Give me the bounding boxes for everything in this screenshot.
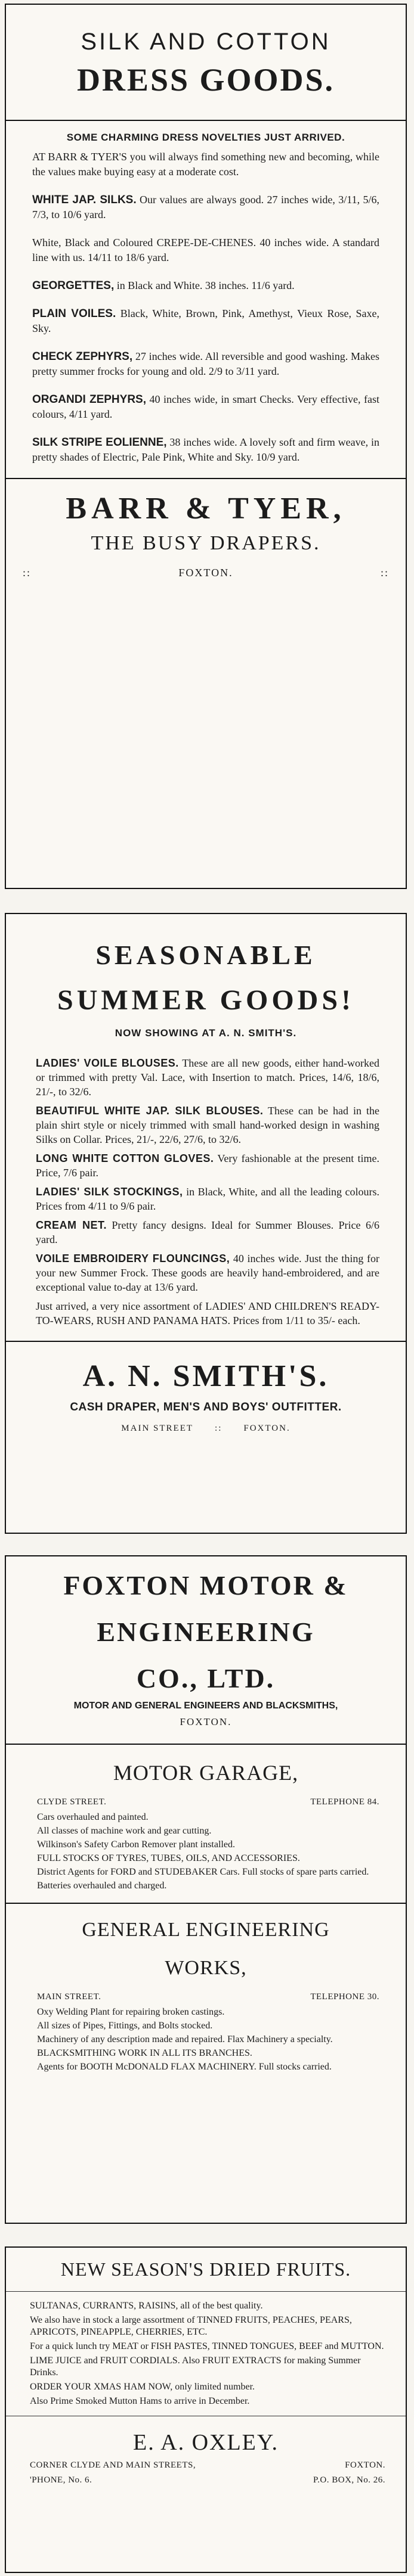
item-text: These are all new goods, either hand-worked or trimmed with pretty Val. Lace, with Insertion to match. Prices, 14/6, 18/6, 21/-, to 32/6. — [36, 1057, 380, 1098]
ad1-town: FOXTON. — [178, 567, 233, 579]
ad1-title-line1: SILK AND COTTON — [81, 29, 331, 55]
item-lead: LADIES' VOILE BLOUSES. — [36, 1057, 179, 1069]
ad2-title-line1: SEASONABLE — [95, 940, 316, 970]
works-title-line1: GENERAL ENGINEERING — [82, 1919, 330, 1941]
item-text: 40 inches wide, in smart Checks. Very effective, fast colours, 4/11 yard. — [32, 393, 379, 420]
item-text: 40 inches wide. Just the thing for your new Summer Frock. These goods are heavily hand-embroidered, and are exceptional value to-day at 13/6 yard. — [36, 1253, 379, 1293]
item-text: Black, White, Brown, Pink, Amethyst, Vieux Rose, Saxe, Sky. — [32, 307, 379, 334]
text-line: For a quick lunch try MEAT or FISH PASTES, TINNED TONGUES, BEEF and MUTTON. — [30, 2341, 384, 2351]
ad2-firm-name: A. N. SMITH'S. — [82, 1359, 329, 1393]
ad1-tagline: THE BUSY DRAPERS. — [91, 532, 321, 554]
garage-phone: TELEPHONE 84. — [310, 1797, 379, 1807]
item-text: Pretty fancy designs. Ideal for Summer Blouses. Price 6/6 yard. — [36, 1219, 379, 1245]
ad4-address-row — [30, 2460, 385, 2471]
divider — [6, 478, 406, 479]
ad1-colon-left: :: — [23, 567, 32, 579]
item-text: in Black, White, and all the leading colours. Prices from 4/11 to 9/6 pair. — [36, 1186, 379, 1212]
ad3-title-line1: FOXTON MOTOR & — [63, 1570, 348, 1601]
ad1-address-row — [23, 567, 389, 579]
text-line: All classes of machine work and gear cutting. — [37, 1826, 212, 1836]
item-lead: VOILE EMBROIDERY FLOUNCINGS, — [36, 1253, 230, 1264]
text-line: All sizes of Pipes, Fittings, and Bolts stocked. — [37, 2021, 213, 2031]
list-item — [32, 192, 379, 222]
garage-street: CLYDE STREET. — [37, 1797, 107, 1807]
foxton-motor-advertisement — [5, 1555, 407, 2224]
item-text: Just arrived, a very nice assortment of LADIES' AND CHILDREN'S READY-TO-WEARS, RUSH AND PANAMA HATS. Prices from 1/11 to 35/- each. — [36, 1300, 379, 1326]
text-line: Oxy Welding Plant for repairing broken castings. — [37, 2007, 225, 2017]
text-line: Batteries overhauled and charged. — [37, 1881, 167, 1891]
works-street: MAIN STREET. — [37, 1992, 101, 2002]
ad2-town: FOXTON. — [243, 1424, 291, 1433]
ad2-separator: :: — [215, 1424, 223, 1433]
ad4-pobox: P.O. BOX, No. 26. — [313, 2475, 385, 2485]
item-lead: SILK STRIPE EOLIENNE, — [32, 436, 167, 449]
list-item — [32, 435, 379, 465]
ad1-firm-name: BARR & TYER, — [66, 492, 346, 526]
list-item — [32, 278, 379, 293]
works-address-row — [37, 1992, 379, 2002]
works-phone: TELEPHONE 30. — [310, 1992, 379, 2002]
item-text: 27 inches wide. All reversible and good washing. Makes pretty summer frocks for young and old. 2/9 to 3/11 yard. — [32, 350, 380, 377]
item-lead: GEORGETTES, — [32, 279, 115, 292]
ad2-address-row — [6, 1424, 406, 1434]
text-line: Also Prime Smoked Mutton Hams to arrive in December. — [30, 2396, 250, 2406]
ad3-title-line2: ENGINEERING — [97, 1617, 315, 1647]
barr-tyer-advertisement — [5, 4, 407, 889]
list-item — [32, 392, 379, 422]
list-item — [36, 1056, 379, 1099]
list-item — [36, 1151, 379, 1180]
works-lines — [6, 2006, 406, 2073]
divider — [6, 2291, 406, 2292]
divider — [6, 120, 406, 121]
ad2-item-list — [6, 1056, 406, 1328]
list-item — [36, 1218, 379, 1247]
text-line: We also have in stock a large assortment of TINNED FRUITS, PEACHES, PEARS, APRICOTS, PINEAPPLE, CHERRIES, ETC. — [30, 2315, 352, 2337]
garage-title: MOTOR GARAGE, — [113, 1761, 299, 1785]
list-item — [36, 1185, 379, 1213]
text-line: Machinery of any description made and repaired. Flax Machinery a specialty. — [37, 2034, 333, 2044]
list-item — [36, 1104, 379, 1146]
ad2-subtitle: NOW SHOWING AT A. N. SMITH'S. — [115, 1027, 297, 1039]
item-lead: BEAUTIFUL WHITE JAP. SILK BLOUSES. — [36, 1105, 264, 1117]
item-lead: ORGANDI ZEPHYRS, — [32, 393, 146, 406]
ad3-subtitle: MOTOR AND GENERAL ENGINEERS AND BLACKSMITHS, — [73, 1701, 338, 1711]
an-smith-advertisement — [5, 913, 407, 1534]
ad4-phone: 'PHONE, No. 6. — [30, 2475, 92, 2485]
ad1-item-list — [6, 192, 406, 465]
ad3-town: FOXTON. — [180, 1716, 232, 1727]
divider — [6, 1744, 406, 1745]
works-title-line2: WORKS, — [165, 1957, 247, 1979]
item-text: Our values are always good. 27 inches wide, 3/11, 5/6, 7/3, to 10/6 yard. — [32, 194, 379, 220]
ad2-tagline: CASH DRAPER, MEN'S AND BOYS' OUTFITTER. — [70, 1401, 342, 1413]
ad3-title-line3: CO., LTD. — [136, 1663, 276, 1693]
ad1-intro: AT BARR & TYER'S you will always find something new and becoming, while the values make buying easy at a moderate cost. — [32, 151, 379, 178]
item-lead: LADIES' SILK STOCKINGS, — [36, 1186, 183, 1198]
garage-lines — [6, 1811, 406, 1892]
ad4-address: CORNER CLYDE AND MAIN STREETS, — [30, 2460, 196, 2470]
text-line: ORDER YOUR XMAS HAM NOW, only limited number. — [30, 2382, 255, 2392]
item-text: These can be had in the plain shirt style or nicely trimmed with small hand-worked design in washing Silks on Collar. Prices, 21/-, 22/6, 27/6, to 32/6. — [36, 1105, 379, 1145]
text-line: District Agents for FORD and STUDEBAKER Cars. Full stocks of spare parts carried. — [37, 1867, 369, 1877]
ad4-lines — [6, 2300, 406, 2407]
ea-oxley-advertisement — [5, 2246, 407, 2573]
text-line: BLACKSMITHING WORK IN ALL ITS BRANCHES. — [37, 2048, 252, 2058]
divider — [6, 1903, 406, 1904]
list-item — [36, 1251, 379, 1294]
item-text: 38 inches wide. A lovely soft and firm weave, in pretty shades of Electric, Pale Pink, White and Sky. 10/9 yard. — [32, 436, 379, 463]
list-item — [36, 1299, 379, 1328]
ad4-firm-name: E. A. OXLEY. — [133, 2430, 279, 2455]
text-line: LIME JUICE and FRUIT CORDIALS. Also FRUIT EXTRACTS for making Summer Drinks. — [30, 2356, 361, 2378]
item-lead: WHITE JAP. SILKS. — [32, 194, 137, 206]
item-lead: CHECK ZEPHYRS, — [32, 350, 133, 363]
garage-address-row — [37, 1797, 379, 1807]
divider — [6, 1341, 406, 1342]
item-text: Very fashionable at the present time. Price, 7/6 pair. — [36, 1152, 379, 1179]
ad1-colon-right: :: — [380, 567, 389, 579]
item-text: in Black and White. 38 inches. 11/6 yard. — [114, 279, 295, 291]
ad1-subtitle: SOME CHARMING DRESS NOVELTIES JUST ARRIVED. — [66, 132, 345, 143]
text-line: Cars overhauled and painted. — [37, 1812, 149, 1822]
ad1-title-line2: DRESS GOODS. — [76, 62, 335, 98]
text-line: Agents for BOOTH McDONALD FLAX MACHINERY. Full stocks carried. — [37, 2062, 332, 2072]
ad4-contact-row — [30, 2475, 385, 2485]
text-line: SULTANAS, CURRANTS, RAISINS, all of the best quality. — [30, 2301, 263, 2311]
list-item — [32, 349, 379, 379]
ad4-town: FOXTON. — [345, 2460, 385, 2470]
item-lead: PLAIN VOILES. — [32, 307, 116, 320]
list-item — [32, 306, 379, 336]
item-text: White, Black and Coloured CREPE-DE-CHENES. 40 inches wide. A standard line with us. 14/11 to 18/6 yard. — [32, 237, 379, 263]
text-line: FULL STOCKS OF TYRES, TUBES, OILS, AND ACCESSORIES. — [37, 1853, 300, 1863]
ad4-title: NEW SEASON'S DRIED FRUITS. — [60, 2258, 351, 2280]
list-item — [32, 235, 379, 265]
item-lead: LONG WHITE COTTON GLOVES. — [36, 1152, 214, 1164]
text-line: Wilkinson's Safety Carbon Remover plant installed. — [37, 1839, 235, 1850]
ad2-title-line2: SUMMER GOODS! — [57, 984, 354, 1016]
ad2-street: MAIN STREET — [121, 1424, 194, 1433]
item-lead: CREAM NET. — [36, 1219, 107, 1231]
